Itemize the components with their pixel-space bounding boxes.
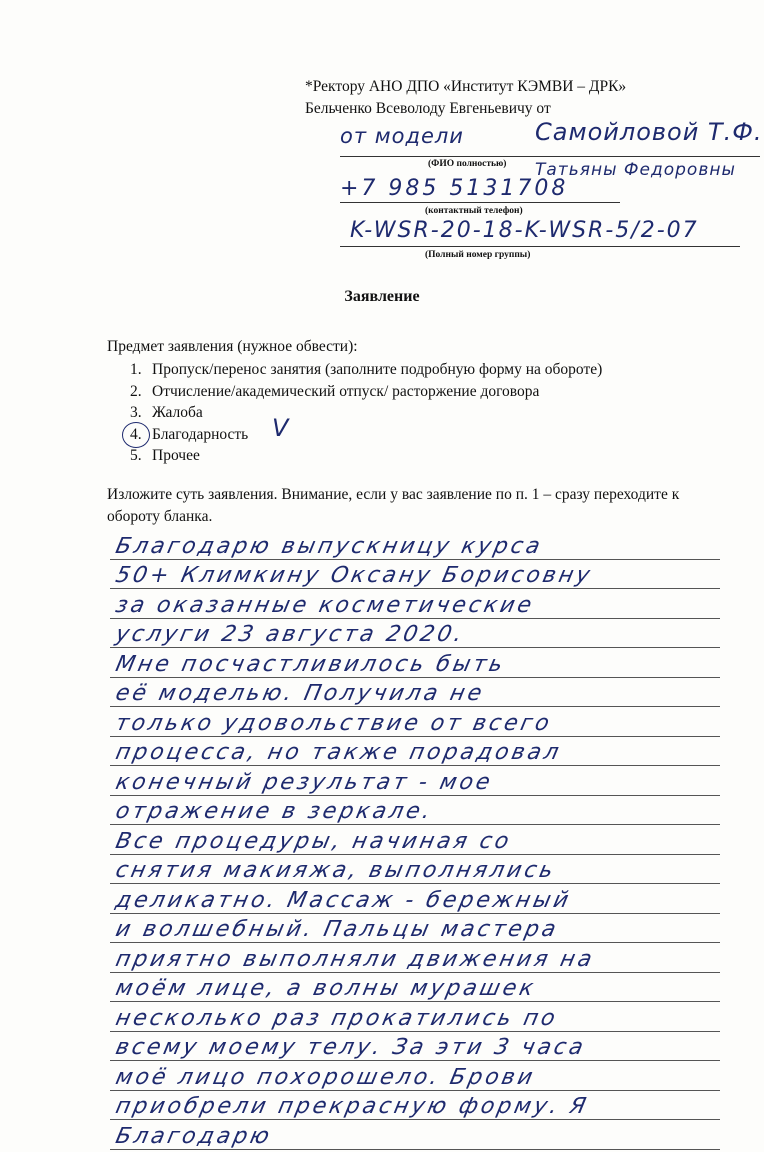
essay-line [110, 532, 750, 562]
essay-line-text: её моделью. Получила не [113, 681, 487, 706]
essay-line [110, 1004, 750, 1034]
essay-line [110, 650, 750, 680]
essay-line [110, 886, 750, 916]
instruction-text: Изложите суть заявления. Внимание, если у вас заявление по п. 1 – сразу переходите к обороту бланка. [107, 486, 680, 525]
essay-line [110, 768, 750, 798]
addressee-line-2: Бельченко Всеволоду Евгеньевичу от [305, 100, 551, 117]
phone-caption: (контактный телефон) [425, 206, 523, 216]
check-mark-icon: V [272, 413, 289, 442]
essay-line-text: 50+ Климкину Оксану Борисовну [113, 563, 595, 588]
essay-line [110, 562, 750, 592]
essay-line [110, 591, 750, 621]
addressee-block [305, 76, 626, 120]
essay-line-text: только удовольствие от всего [113, 710, 555, 736]
essay-line [110, 857, 750, 887]
selection-circle [122, 422, 150, 448]
essay-line [110, 975, 750, 1005]
subject-option-3: 3. Жалоба [130, 404, 203, 421]
subject-label: Предмет заявления (нужное обвести): [107, 338, 358, 355]
essay-line [110, 1063, 750, 1093]
addressee-line-1: *Ректору АНО ДПО «Институт КЭМВИ – ДРК» [305, 78, 627, 95]
subject-option-2: 2. Отчисление/академический отпуск/ расторжение договора [130, 382, 540, 400]
essay-line [110, 1122, 750, 1152]
essay-line-text: конечный результат - мое [113, 769, 496, 795]
essay-line-text: отражение в зеркале. [113, 799, 436, 824]
subject-option-4-selected: 4. Благодарность V [130, 424, 602, 446]
essay-line-text: несколько раз прокатились по [113, 1005, 561, 1031]
group-caption: (Полный номер группы) [425, 250, 531, 260]
essay-line [110, 621, 750, 651]
name-handwriting: Самойловой Т.Ф. [535, 118, 763, 146]
essay-line [110, 739, 750, 769]
essay-line-text: за оказанные косметические [113, 592, 537, 618]
essay-line-text: Благодарю выпускницу курса [113, 533, 546, 559]
essay-line-text: процесса, но также порадовал [113, 740, 564, 765]
essay-line-text: Мне посчастливилось быть [113, 651, 508, 677]
phone-underline [340, 202, 620, 203]
name-prefix-handwriting: от модели [340, 124, 464, 148]
name-caption: (ФИО полностью) [428, 159, 507, 169]
essay-line [110, 1093, 750, 1123]
group-underline [340, 246, 740, 247]
subject-option-1: 1. Пропуск/перенос занятия (заполните подробную форму на обороте) [130, 361, 603, 378]
essay-line-text: снятия макияжа, выполнялись [113, 858, 559, 883]
essay-line-text: Все процедуры, начиная со [113, 828, 515, 854]
essay-line [110, 916, 750, 946]
name-handwriting-line-2: Татьяны Федоровны [535, 160, 736, 180]
essay-line-text: всему моему телу. За эти 3 часа [113, 1035, 589, 1060]
essay-line [110, 1034, 750, 1064]
group-handwriting: K-WSR-20-18-K-WSR-5/2-07 [350, 218, 699, 243]
document-title: Заявление [344, 288, 420, 305]
subject-options [130, 359, 602, 467]
essay-line-text: моём лице, а волны мурашек [113, 976, 539, 1001]
essay-line [110, 798, 750, 828]
handwritten-essay [110, 532, 750, 1152]
essay-line-text: услуги 23 августа 2020. [113, 622, 468, 647]
essay-line-text: приятно выполняли движения на [113, 946, 598, 972]
essay-line [110, 680, 750, 710]
subject-option-5: 5. Прочее [130, 447, 200, 464]
essay-line-text: Благодарю [113, 1123, 275, 1149]
essay-line [110, 945, 750, 975]
essay-line-text: и волшебный. Пальцы мастера [113, 917, 562, 942]
essay-line [110, 827, 750, 857]
phone-handwriting: +7 985 5131708 [340, 176, 569, 201]
essay-line-text: моё лицо похорошело. Брови [113, 1064, 538, 1090]
essay-line-text: деликатно. Массаж - бережный [113, 887, 574, 913]
essay-line-text: приобрели прекрасную форму. Я [113, 1094, 591, 1119]
name-underline [340, 156, 760, 157]
essay-line [110, 709, 750, 739]
